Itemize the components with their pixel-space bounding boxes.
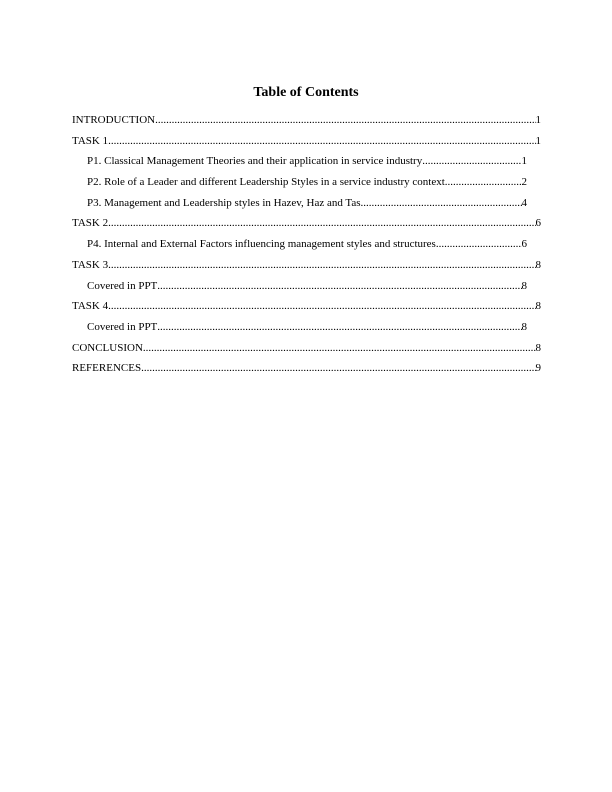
dot-leader [141, 361, 535, 375]
toc-entry-p4[interactable] [87, 237, 527, 251]
toc-page-number: 8 [535, 259, 541, 271]
dot-leader [108, 258, 535, 272]
toc-page-number: 1 [535, 135, 541, 147]
dot-leader [436, 237, 522, 251]
toc-entry-task-3[interactable] [72, 258, 541, 272]
toc-entry-introduction[interactable] [72, 113, 541, 127]
toc-page-number: 8 [521, 321, 527, 333]
toc-page-number: 6 [521, 238, 527, 250]
toc-entry-label: TASK 1 [72, 135, 109, 147]
toc-entry-task-4[interactable] [72, 299, 541, 313]
toc-entry-task-2[interactable] [72, 216, 541, 230]
dot-leader [108, 299, 535, 313]
toc-entry-label: P2. Role of a Leader and different Leadership Styles in a service industry context [87, 176, 445, 188]
toc-entry-label: INTRODUCTION [72, 114, 156, 126]
toc-page-number: 6 [535, 217, 541, 229]
toc-entry-label: Covered in PPT [87, 280, 158, 292]
dot-leader [108, 134, 535, 148]
toc-entry-task-1[interactable] [72, 134, 541, 148]
toc-entry-p2[interactable] [87, 175, 527, 189]
toc-page-number: 8 [521, 280, 527, 292]
toc-entry-label: REFERENCES [72, 362, 142, 374]
dot-leader [445, 175, 522, 189]
toc-page-number: 1 [521, 155, 527, 167]
toc-page-number: 4 [521, 197, 527, 209]
toc-entry-label: TASK 4 [72, 300, 109, 312]
toc-entry-label: P1. Classical Management Theories and their application in service industry [87, 155, 423, 167]
toc-entry-conclusion[interactable] [72, 341, 541, 355]
dot-leader [157, 320, 521, 334]
toc-page-number: 8 [535, 300, 541, 312]
toc-entry-task-3-covered[interactable] [87, 279, 527, 293]
toc-entry-label: P3. Management and Leadership styles in Hazev, Haz and Tas [87, 197, 361, 209]
toc-entry-task-4-covered[interactable] [87, 320, 527, 334]
toc-entry-p3[interactable] [87, 196, 527, 210]
toc-entry-label: TASK 2 [72, 217, 109, 229]
toc-entry-references[interactable] [72, 361, 541, 375]
dot-leader [361, 196, 522, 210]
toc-page-number: 9 [535, 362, 541, 374]
dot-leader [155, 113, 535, 127]
toc-entry-label: Covered in PPT [87, 321, 158, 333]
toc-title: Table of Contents [253, 85, 359, 100]
dot-leader [157, 279, 521, 293]
toc-entry-p1[interactable] [87, 154, 527, 168]
toc-page-number: 8 [535, 342, 541, 354]
dot-leader [422, 154, 521, 168]
toc-page-number: 1 [535, 114, 541, 126]
dot-leader [143, 341, 536, 355]
toc-entry-label: TASK 3 [72, 259, 109, 271]
toc-entry-label: CONCLUSION [72, 342, 143, 354]
toc-entry-label: P4. Internal and External Factors influencing management styles and structures [87, 238, 436, 250]
dot-leader [108, 216, 535, 230]
toc-page-number: 2 [521, 176, 527, 188]
